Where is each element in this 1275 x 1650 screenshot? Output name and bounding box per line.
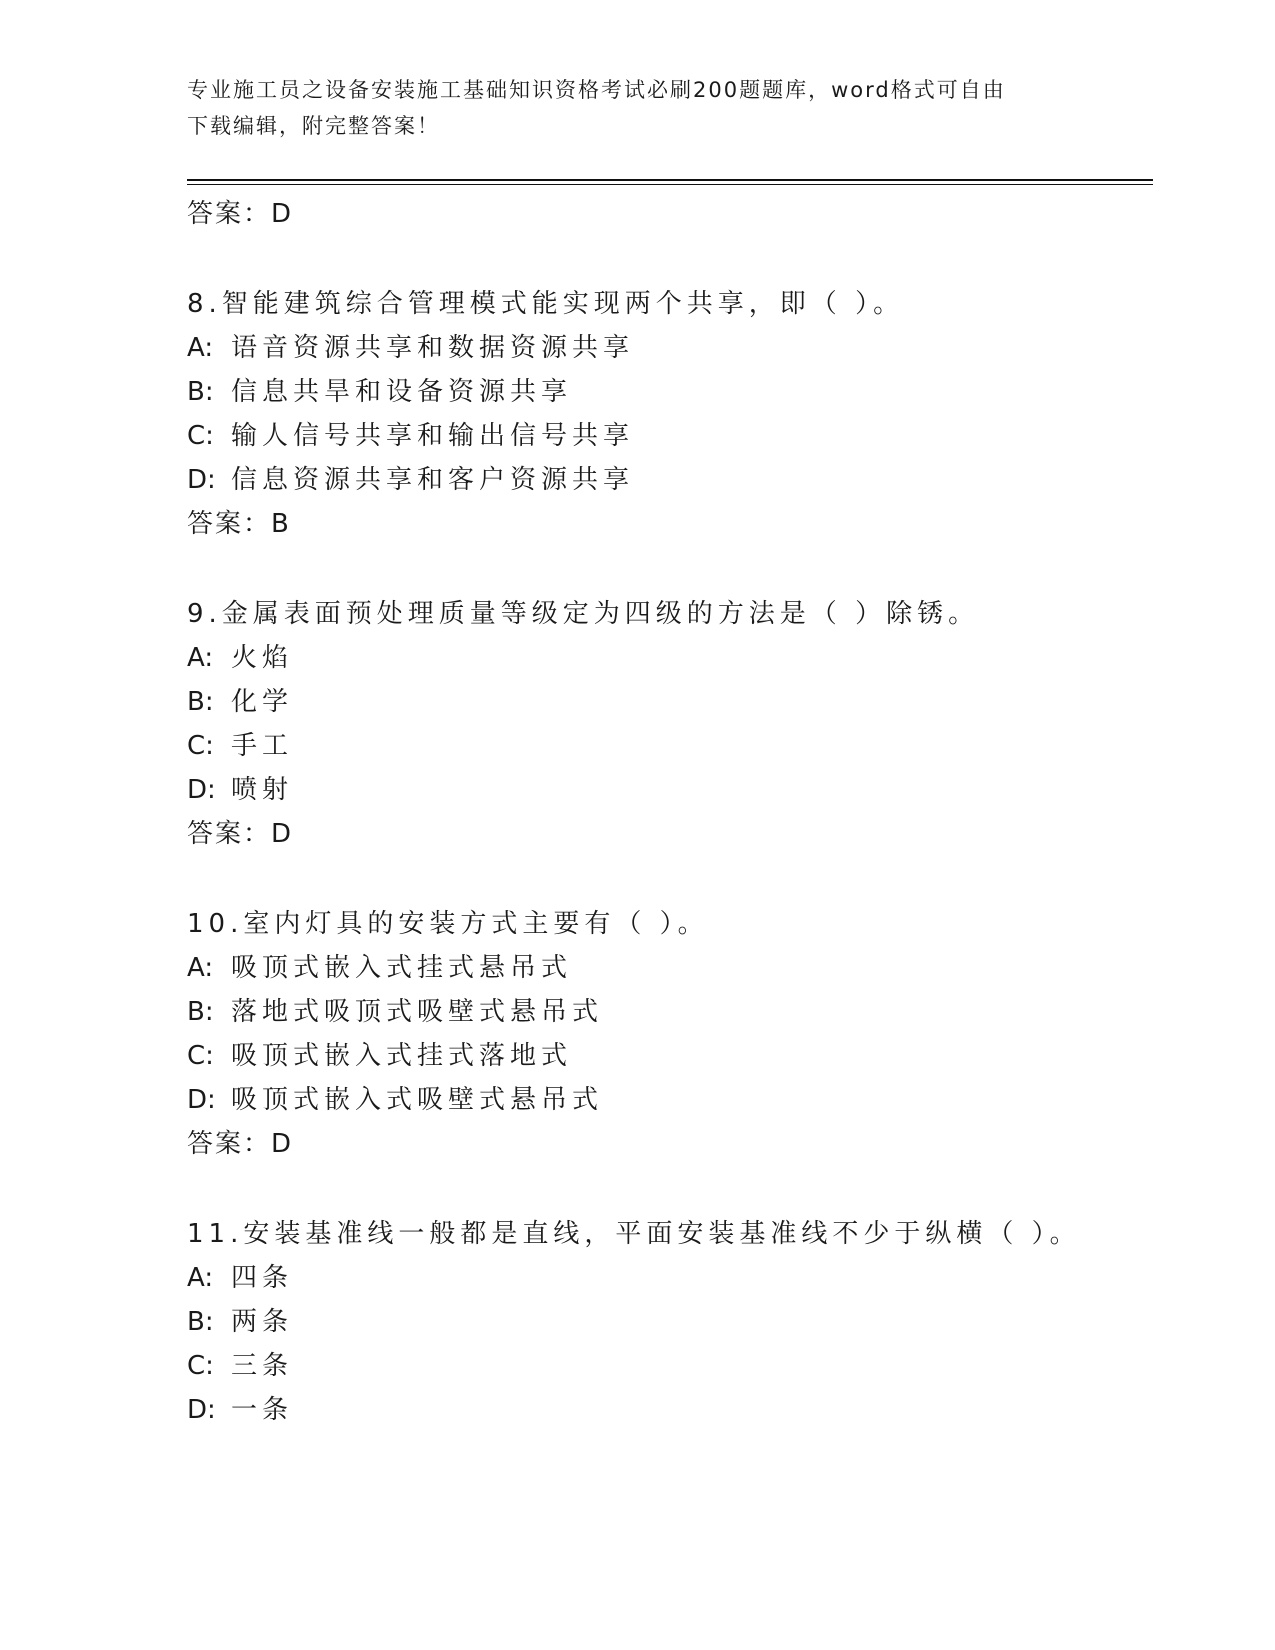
question-10-answer: 答案：D — [187, 1129, 294, 1159]
question-10-option-a — [187, 950, 572, 986]
option-letter: B: — [187, 1307, 214, 1337]
question-11-option-a — [187, 1260, 293, 1296]
header-line-2: 下载编辑，附完整答案！ — [187, 114, 440, 138]
question-8-option-c — [187, 418, 634, 454]
option-letter: A: — [187, 1263, 214, 1293]
question-9-option-a — [187, 640, 293, 676]
question-8-option-d — [187, 462, 634, 498]
option-letter: D: — [187, 465, 216, 495]
option-text: 三条 — [231, 1351, 294, 1381]
option-text: 两条 — [231, 1307, 294, 1337]
option-letter: C: — [187, 421, 214, 451]
option-letter: B: — [187, 687, 214, 717]
option-text: 喷射 — [231, 775, 294, 805]
question-8: 8.智能建筑综合管理模式能实现两个共享，即（ ）。 — [187, 289, 905, 319]
question-11-option-d — [187, 1392, 293, 1428]
option-text: 火焰 — [231, 643, 294, 673]
question-9: 9.金属表面预处理质量等级定为四级的方法是（ ）除锈。 — [187, 599, 980, 629]
header-rule-thin — [187, 184, 1153, 185]
question-8-option-b — [187, 374, 572, 410]
option-letter: C: — [187, 1041, 214, 1071]
question-9-option-c — [187, 728, 293, 764]
document-header — [187, 72, 1067, 144]
option-letter: D: — [187, 775, 216, 805]
question-10-option-b — [187, 994, 603, 1030]
option-letter: D: — [187, 1085, 216, 1115]
question-9-answer: 答案：D — [187, 819, 294, 849]
option-text: 吸顶式嵌入式挂式落地式 — [231, 1041, 573, 1071]
header-rule-thick — [187, 179, 1153, 181]
question-9-option-b — [187, 684, 293, 720]
option-text: 吸顶式嵌入式吸壁式悬吊式 — [231, 1085, 604, 1115]
option-text: 四条 — [231, 1263, 294, 1293]
option-letter: A: — [187, 333, 214, 363]
question-11: 11.安装基准线一般都是直线，平面安装基准线不少于纵横（ ）。 — [187, 1219, 1081, 1249]
option-letter: B: — [187, 997, 214, 1027]
option-text: 化学 — [231, 687, 294, 717]
option-text: 语音资源共享和数据资源共享 — [231, 333, 635, 363]
option-text: 信息共旱和设备资源共享 — [231, 377, 573, 407]
header-line-1: 专业施工员之设备安装施工基础知识资格考试必刷200题题库，word格式可自由 — [187, 78, 1006, 102]
option-letter: C: — [187, 1351, 214, 1381]
question-10-option-d — [187, 1082, 603, 1118]
question-9-option-d — [187, 772, 293, 808]
option-text: 落地式吸顶式吸壁式悬吊式 — [231, 997, 604, 1027]
question-11-option-b — [187, 1304, 293, 1340]
option-text: 一条 — [231, 1395, 294, 1425]
option-letter: C: — [187, 731, 214, 761]
question-11-option-c — [187, 1348, 293, 1384]
question-8-answer: 答案：B — [187, 509, 291, 539]
option-text: 手工 — [231, 731, 294, 761]
option-letter: B: — [187, 377, 214, 407]
question-8-option-a — [187, 330, 634, 366]
option-text: 输人信号共享和输出信号共享 — [231, 421, 635, 451]
option-text: 吸顶式嵌入式挂式悬吊式 — [231, 953, 573, 983]
option-letter: A: — [187, 643, 214, 673]
option-letter: D: — [187, 1395, 216, 1425]
option-text: 信息资源共享和客户资源共享 — [231, 465, 635, 495]
question-10-option-c — [187, 1038, 572, 1074]
question-10: 10.室内灯具的安装方式主要有（ ）。 — [187, 909, 709, 939]
option-letter: A: — [187, 953, 214, 983]
previous-answer: 答案：D — [187, 199, 294, 229]
